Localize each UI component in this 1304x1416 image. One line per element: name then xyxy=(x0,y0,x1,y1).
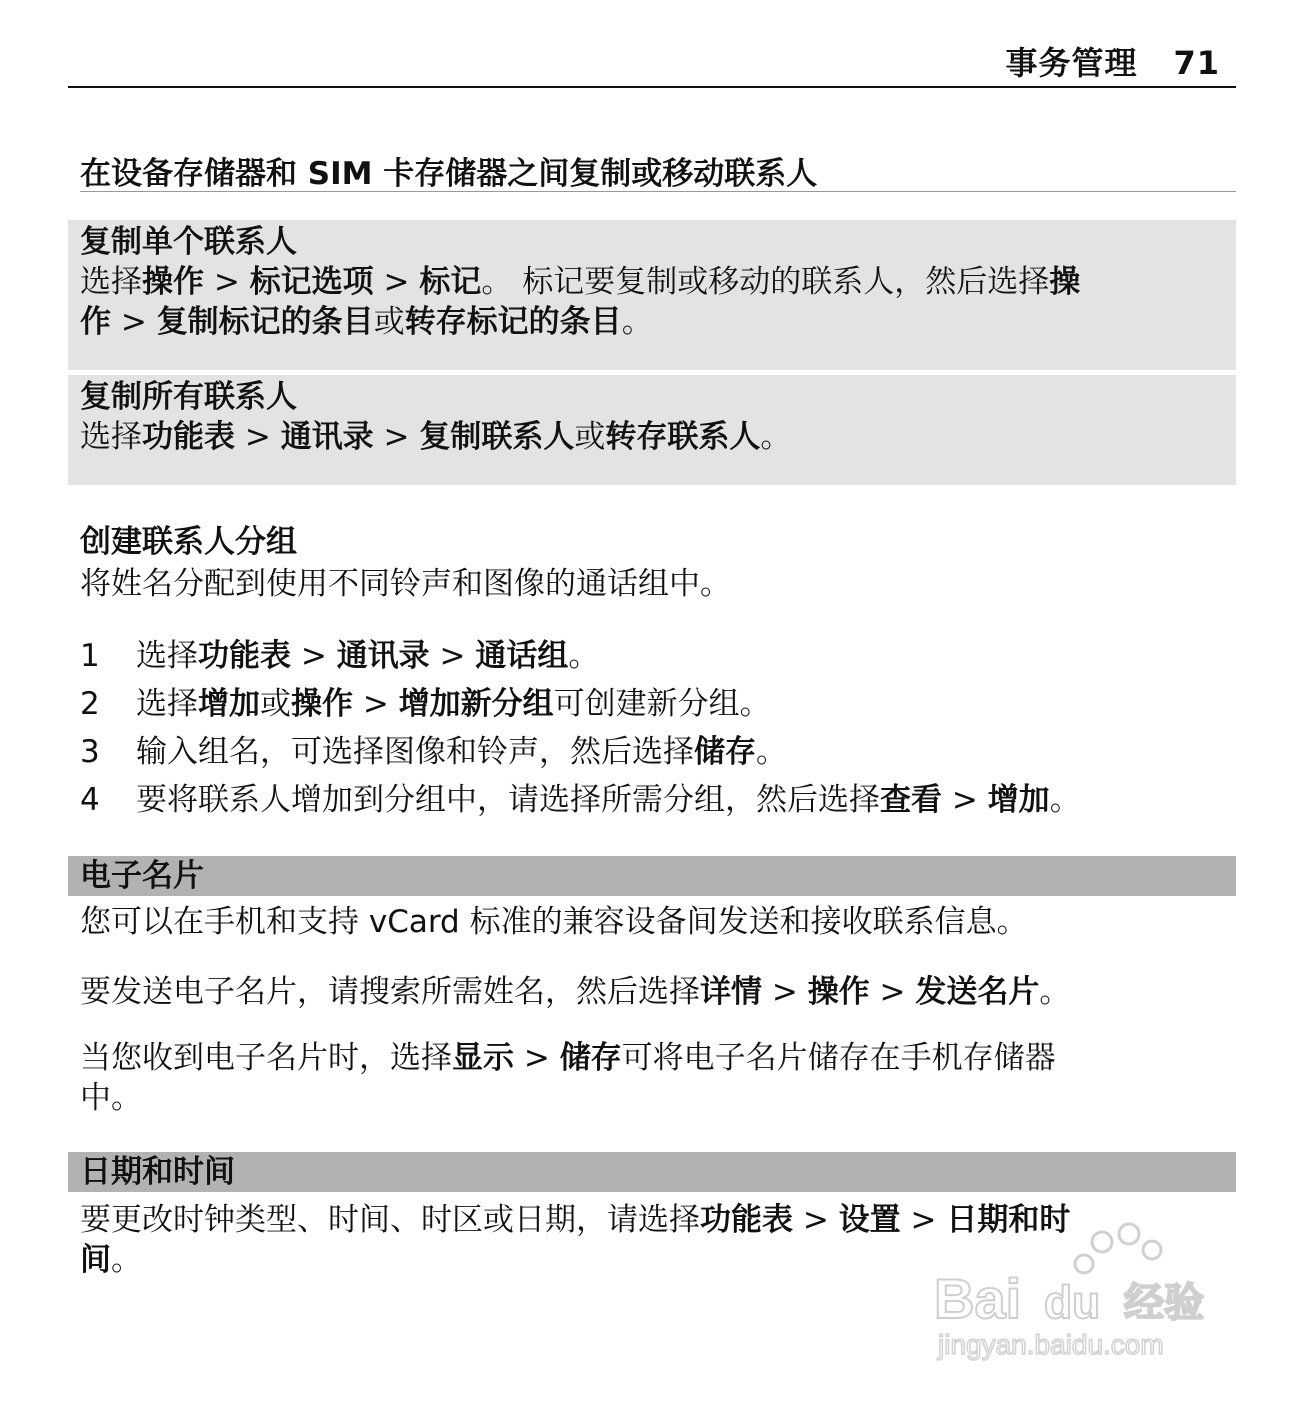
text: 选择 xyxy=(136,638,198,674)
menu-term: 功能表 xyxy=(700,1202,793,1238)
separator: > xyxy=(429,638,476,674)
vcard-para-1: 您可以在手机和支持 vCard 标准的兼容设备间发送和接收联系信息。 xyxy=(80,904,1028,940)
menu-term: 功能表 xyxy=(198,638,291,674)
text: 。 xyxy=(1039,974,1071,1010)
separator: > xyxy=(235,419,281,455)
text: 。 标记要复制或移动的联系人，然后选择 xyxy=(481,264,1050,300)
copy-single-line-2 xyxy=(80,302,1224,342)
text: 。 xyxy=(1049,782,1081,818)
watermark-brand-du: du xyxy=(1044,1276,1101,1328)
page-number: 71 xyxy=(1173,44,1220,82)
separator: > xyxy=(793,1202,839,1238)
text: 可将电子名片储存在手机存储器 xyxy=(621,1040,1056,1076)
header-text xyxy=(1005,38,1220,84)
list-item xyxy=(80,776,1236,824)
menu-term: 发送名片 xyxy=(915,974,1040,1010)
menu-term: 增加 xyxy=(198,686,260,722)
text: 要将联系人增加到分组中，请选择所需分组，然后选择 xyxy=(136,782,880,818)
text: 或 xyxy=(373,304,405,340)
paw-toe xyxy=(1075,1255,1093,1273)
watermark-url: jingyan.baidu.com xyxy=(938,1329,1164,1360)
menu-term: 间 xyxy=(80,1242,111,1278)
step-number: 3 xyxy=(80,734,100,770)
copy-single-line-1 xyxy=(80,262,1224,302)
menu-term: 操作 xyxy=(807,974,870,1010)
menu-term: 增加新分组 xyxy=(398,686,554,722)
section-heading: 在设备存储器和 SIM 卡存储器之间复制或移动联系人 xyxy=(80,148,1236,192)
menu-term: 查看 xyxy=(880,782,942,818)
watermark-cn: 经验 xyxy=(1124,1280,1204,1326)
paw-toe xyxy=(1092,1232,1112,1252)
text: 。 xyxy=(621,304,653,340)
vcard-para-2 xyxy=(80,972,1236,1012)
step-number: 4 xyxy=(80,782,100,818)
separator: > xyxy=(900,1202,947,1238)
menu-term: 通讯录 xyxy=(280,419,374,455)
step-number: 2 xyxy=(80,686,100,722)
baidu-watermark-logo xyxy=(924,1220,1224,1370)
menu-term: 设置 xyxy=(838,1202,901,1238)
menu-term: 操 xyxy=(1049,264,1081,300)
separator: > xyxy=(204,264,250,300)
menu-term: 复制联系人 xyxy=(419,419,575,455)
menu-term: 功能表 xyxy=(142,419,235,455)
copy-single-title: 复制单个联系人 xyxy=(80,224,297,260)
vcard-para-3-cont: 中。 xyxy=(80,1080,142,1116)
menu-term: 详情 xyxy=(700,974,762,1010)
copy-single-box xyxy=(68,220,1236,370)
paw-toe xyxy=(1143,1241,1161,1259)
text: 要发送电子名片，请搜索所需姓名，然后选择 xyxy=(80,974,700,1010)
text: 要更改时钟类型、时间、时区或日期，请选择 xyxy=(80,1202,700,1238)
menu-term: 转存联系人 xyxy=(605,419,761,455)
menu-term: 复制标记的条目 xyxy=(156,304,374,340)
text: 输入组名，可选择图像和铃声，然后选择 xyxy=(136,734,694,770)
paw-toe xyxy=(1119,1224,1139,1244)
separator: > xyxy=(869,974,916,1010)
menu-term: 储存 xyxy=(694,734,756,770)
menu-term: 转存标记的条目 xyxy=(404,304,622,340)
list-item xyxy=(80,680,1236,728)
text: 或 xyxy=(260,686,291,722)
text: 选择 xyxy=(80,264,142,300)
separator: > xyxy=(762,974,808,1010)
copy-all-box xyxy=(68,375,1236,485)
text: 或 xyxy=(574,419,606,455)
header-title: 事务管理 xyxy=(1005,44,1138,82)
list-item xyxy=(80,632,1236,680)
groups-steps xyxy=(80,632,1236,824)
vcard-title: 电子名片 xyxy=(68,856,1236,896)
separator: > xyxy=(373,264,420,300)
menu-term: 储存 xyxy=(559,1040,622,1076)
datetime-title: 日期和时间 xyxy=(68,1152,1236,1192)
menu-term: 增加 xyxy=(987,782,1050,818)
list-item xyxy=(80,728,1236,776)
text: 可创建新分组。 xyxy=(553,686,771,722)
separator: > xyxy=(514,1040,560,1076)
copy-all-line xyxy=(80,417,1224,457)
text: 。 xyxy=(756,734,787,770)
menu-term: 操作 xyxy=(291,686,353,722)
separator: > xyxy=(942,782,988,818)
text: 。 xyxy=(760,419,792,455)
text: 选择 xyxy=(136,686,198,722)
menu-term: 日期和时 xyxy=(946,1202,1071,1238)
step-number: 1 xyxy=(80,638,100,674)
menu-term: 显示 xyxy=(452,1040,514,1076)
menu-term: 通讯录 xyxy=(336,638,430,674)
vcard-para-3 xyxy=(80,1038,1236,1078)
text: 当您收到电子名片时，选择 xyxy=(80,1040,452,1076)
menu-term: 标记 xyxy=(419,264,482,300)
menu-term: 操作 xyxy=(142,264,204,300)
separator: > xyxy=(373,419,420,455)
text: 。 xyxy=(568,638,600,674)
groups-title: 创建联系人分组 xyxy=(80,524,297,560)
text: 选择 xyxy=(80,419,142,455)
separator: > xyxy=(353,686,399,722)
menu-term: 标记选项 xyxy=(249,264,374,300)
menu-term: 通话组 xyxy=(475,638,569,674)
text: 。 xyxy=(111,1242,142,1278)
separator: > xyxy=(111,304,157,340)
watermark-brand: Bai xyxy=(934,1267,1022,1330)
menu-term: 作 xyxy=(80,304,111,340)
separator: > xyxy=(291,638,337,674)
groups-intro: 将姓名分配到使用不同铃声和图像的通话组中。 xyxy=(80,566,731,602)
copy-all-title: 复制所有联系人 xyxy=(80,379,297,415)
page-header xyxy=(68,40,1236,88)
